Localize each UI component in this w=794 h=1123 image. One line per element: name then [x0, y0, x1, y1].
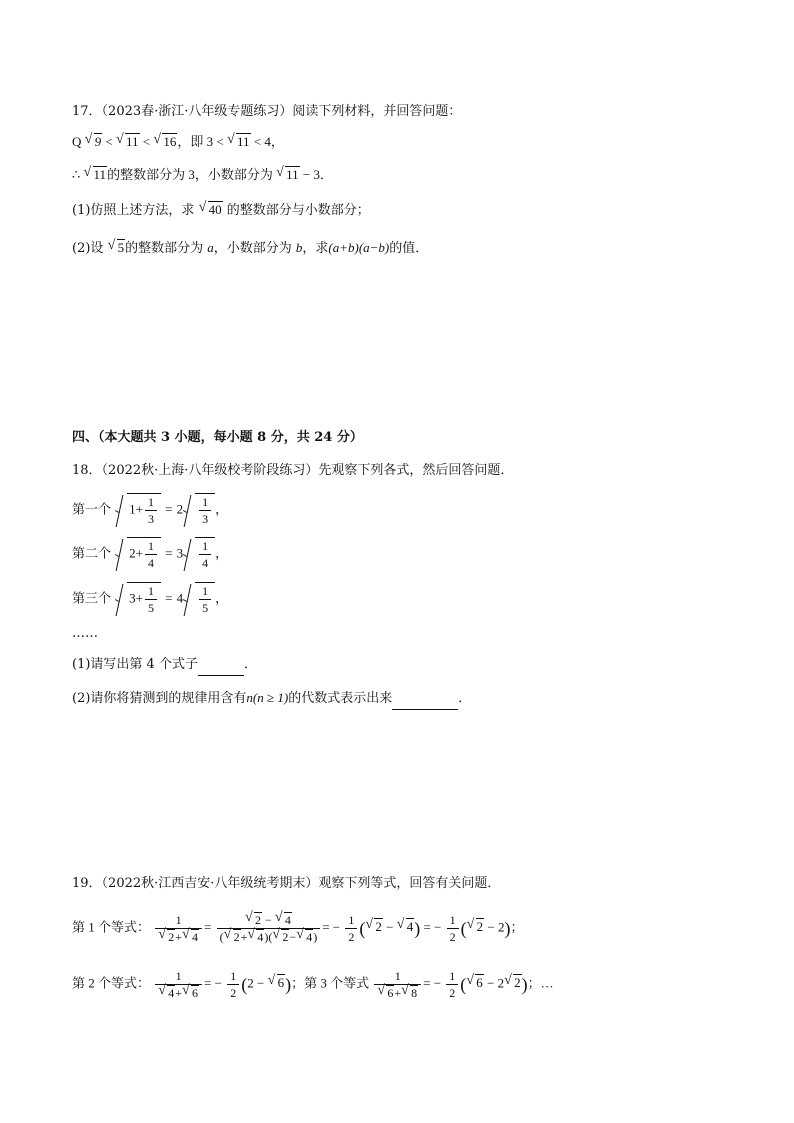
text: − 3． — [302, 167, 333, 182]
punct: ；… — [527, 975, 554, 991]
punct: ， — [215, 546, 229, 562]
text: 3 < — [206, 134, 224, 149]
denominator: 5 — [148, 601, 154, 615]
q18-part2 — [72, 688, 471, 710]
row-label: 第三个 — [72, 591, 112, 607]
text: 的值． — [389, 241, 429, 256]
integer: 1 — [129, 501, 136, 517]
radicand: 8 — [411, 986, 418, 1000]
radicand: 9 — [94, 134, 102, 149]
numerator: 1 — [155, 968, 202, 985]
radicand: 4 — [306, 930, 313, 944]
answer-blank[interactable] — [392, 689, 458, 710]
text: (2)设 — [72, 241, 104, 256]
coefficient: 3 — [176, 545, 184, 561]
numerator: 1 — [374, 968, 421, 985]
equation-label: ；第 3 个等式 — [291, 975, 370, 991]
numerator: 1 — [145, 538, 157, 555]
denominator: 2 — [449, 986, 456, 1000]
punct: ； — [510, 919, 524, 935]
radicand: 6 — [192, 986, 199, 1000]
q19-eq2: 第 2 个等式： 1 √ 4+√ 6 = − $\frac{1}{2}$ (2 − √ 6)；第 3 个等式 1 √ 6+√ 8 = − $\frac{1}{2}$ (√ 6 − 2√ 2)；… — [72, 968, 554, 1001]
q18-header: 18．（2022秋·上海·八年级校考阶段练习）先观察下列各式，然后回答问题． — [72, 463, 514, 478]
q17-conclusion — [72, 165, 333, 185]
numerator: 1 — [199, 538, 211, 555]
q18-part1 — [72, 655, 257, 676]
numerator: 1 — [155, 912, 202, 929]
radicand: 4 — [284, 913, 291, 927]
text: ，求 — [302, 241, 329, 256]
punct: ． — [243, 657, 257, 672]
text: 2 — [247, 975, 254, 991]
text: ，即 — [177, 134, 204, 149]
radicand: 6 — [387, 986, 394, 1000]
q19-header: 19．（2022秋·江西吉安·八年级统考期末）观察下列等式，回答有关问题． — [72, 876, 501, 891]
punct: ． — [458, 691, 472, 706]
text: − 2 — [487, 919, 505, 935]
radicand: 2 — [255, 913, 262, 927]
answer-blank[interactable] — [198, 655, 244, 676]
radicand: 4 — [406, 919, 414, 935]
radicand: 6 — [476, 975, 483, 991]
q17-inequality: Q √ 9 < √ 11 < √ 16，即 3 < √ 11 < 4， — [72, 132, 284, 152]
denominator: 3 — [148, 512, 154, 526]
numerator: 1 — [145, 494, 157, 511]
text: (2)请你将猜测到的规律用含有 — [72, 691, 247, 706]
radicand: 11 — [286, 167, 299, 182]
var-b: b — [295, 240, 303, 255]
q18-dots: …… — [72, 626, 98, 641]
because-symbol: Q — [72, 134, 82, 149]
integer: 2 — [129, 545, 136, 561]
denominator: 4 — [202, 556, 209, 570]
radicand: 11 — [236, 134, 250, 149]
coefficient: 2 — [176, 501, 184, 517]
radicand: 4 — [257, 930, 264, 944]
text: (1)请写出第 4 个式子 — [72, 657, 198, 672]
radicand: 2 — [233, 930, 240, 944]
numerator: 1 — [345, 912, 357, 929]
equation-label: 第 2 个等式： — [72, 975, 151, 991]
radicand: 16 — [163, 134, 177, 149]
q17-part2 — [72, 238, 428, 259]
radicand: 11 — [93, 167, 107, 182]
radicand: 40 — [208, 202, 222, 217]
text: 的代数式表示出来 — [288, 691, 393, 706]
radicand: 2 — [375, 919, 382, 935]
condition: n(n ≥ 1) — [246, 690, 289, 705]
radicand: 2 — [476, 919, 484, 935]
q18-row: 第二个 2+ $\frac{1}{4}$ = 3 $\frac{1}{4}$ ， — [72, 539, 229, 570]
radicand: 2 — [514, 975, 521, 991]
denominator: 3 — [202, 512, 209, 526]
radicand: 5 — [117, 240, 125, 255]
denominator: 2 — [230, 986, 237, 1000]
text: < 4， — [253, 134, 284, 149]
radicand: 6 — [277, 975, 285, 991]
numerator: 1 — [199, 583, 211, 600]
q18-row: 第一个 1+ $\frac{1}{3}$ = 2 $\frac{1}{3}$ ， — [72, 495, 229, 526]
therefore-symbol: ∴ — [72, 167, 81, 182]
numerator: 1 — [199, 494, 211, 511]
punct: ， — [215, 591, 229, 607]
numerator: 1 — [446, 968, 458, 985]
text: 的整数部分为 — [125, 241, 204, 256]
punct: ， — [215, 502, 229, 518]
q17-part1 — [72, 200, 370, 221]
coefficient: 4 — [176, 590, 184, 606]
denominator: 2 — [449, 930, 456, 944]
text: 2 — [497, 975, 505, 991]
expression: (a+b)(a−b) — [328, 240, 390, 255]
text: 的整数部分与小数部分； — [226, 203, 370, 218]
q17-header: 17．（2023春·浙江·八年级专题练习）阅读下列材料，并回答问题： — [72, 104, 462, 119]
radicand: 4 — [168, 986, 175, 1000]
radicand: 11 — [125, 134, 139, 149]
numerator: 1 — [227, 968, 239, 985]
text: (1)仿照上述方法，求 — [72, 203, 195, 218]
numerator: 1 — [447, 912, 459, 929]
denominator: 4 — [148, 556, 154, 570]
text: 的整数部分为 3，小数部分为 — [107, 167, 273, 182]
radicand: 2 — [282, 930, 289, 944]
integer: 3 — [129, 590, 136, 606]
numerator: 1 — [145, 583, 157, 600]
text: ，小数部分为 — [213, 241, 292, 256]
radicand: 4 — [192, 930, 199, 944]
q18-row: 第三个 3+ $\frac{1}{5}$ = 4 $\frac{1}{5}$ ， — [72, 584, 229, 615]
var-a: a — [207, 240, 214, 255]
denominator: 2 — [348, 930, 355, 944]
row-label: 第二个 — [72, 546, 112, 562]
row-label: 第一个 — [72, 502, 112, 518]
radicand: 2 — [168, 930, 175, 944]
q19-eq1: 第 1 个等式： 1 √ 2+√ 4 = √ $\frac{2 - √ 4}{(√ 2+√ 4)(√ 2-√ 4)}$ = − $\frac{1}{2}$ (√ 2 − √ 4) = − $\frac{1}{2}$ (√ 2 − 2)； — [72, 912, 524, 945]
section-heading: 四、（本大题共 3 小题，每小题 8 分，共 24 分） — [72, 430, 363, 445]
denominator: 5 — [202, 601, 209, 615]
equation-label: 第 1 个等式： — [72, 919, 151, 935]
